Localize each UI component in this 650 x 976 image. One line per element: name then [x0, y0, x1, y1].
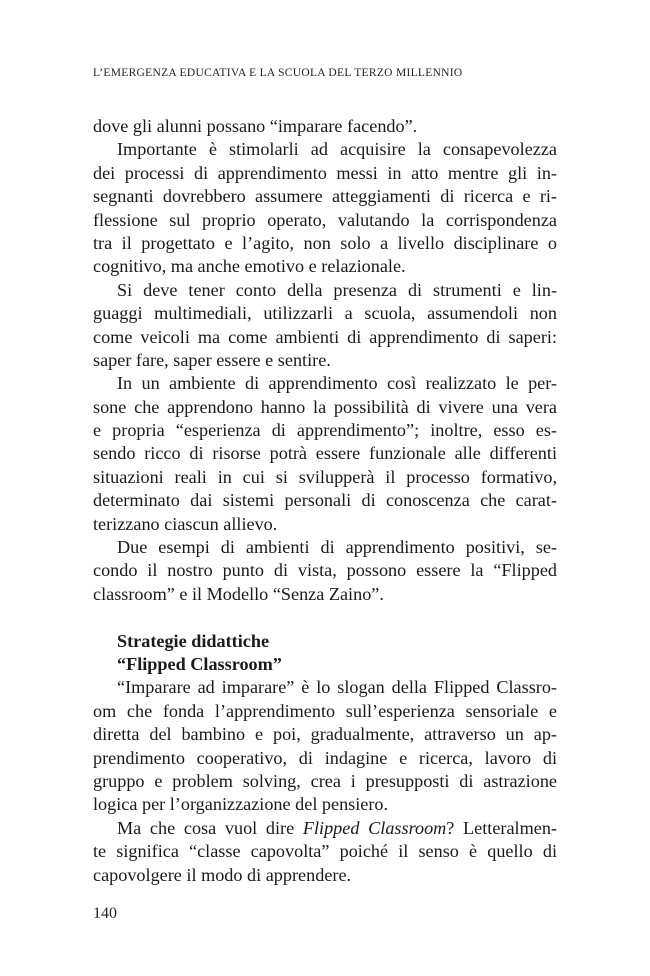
text-line: tra il progettato e l’agito, non solo a livello disciplinare o	[93, 232, 557, 253]
text-line: In un ambiente di apprendimento così realizzato le per-	[117, 373, 557, 394]
text-line: e propria “esperienza di apprendimento”; inoltre, esso es-	[93, 420, 557, 441]
text-line: diretta del bambino e poi, gradualmente, attraverso un ap-	[93, 724, 557, 745]
text-line: segnanti dovrebbero assumere atteggiamenti di ricerca e ri-	[93, 186, 557, 207]
text-line: cognitivo, ma anche emotivo e relazionale.	[93, 256, 406, 277]
text-line: come veicoli ma come ambienti di apprendimento di saperi:	[93, 326, 557, 347]
text-line: Importante è stimolarli ad acquisire la consapevolezza	[117, 139, 557, 160]
text-line: Due esempi di ambienti di apprendimento positivi, se-	[117, 537, 557, 558]
text-line	[93, 817, 557, 840]
text-line: guaggi multimediali, utilizzarli a scuola, assumendoli non	[93, 303, 557, 324]
text-segment: Ma che cosa vuol dire	[117, 817, 303, 838]
italic-term: Flipped Classroom	[302, 817, 447, 838]
text-line: dei processi di apprendimento messi in atto mentre gli in-	[93, 162, 557, 183]
text-line: logica per l’organizzazione del pensiero.	[93, 794, 389, 815]
text-line: capovolgere il modo di apprendere.	[93, 864, 352, 885]
text-line: “Imparare ad imparare” è lo slogan della Flipped Classro-	[117, 677, 557, 698]
text-line: gruppo e problem solving, crea i presupposti di astrazione	[93, 770, 557, 791]
body-text	[93, 115, 557, 887]
running-head: L’EMERGENZA EDUCATIVA E LA SCUOLA DEL TERZO MILLENNIO	[93, 67, 463, 79]
subsection-heading: “Flipped Classroom”	[117, 653, 282, 674]
text-line: te significa “classe capovolta” poiché il senso è quello di	[93, 841, 557, 862]
text-segment: ? Letteralmen-	[446, 817, 557, 838]
text-line: om che fonda l’apprendimento sull’esperienza sensoriale e	[93, 700, 557, 721]
text-line: sone che apprendono hanno la possibilità di vivere una vera	[93, 396, 557, 417]
text-line: terizzano ciascun allievo.	[93, 513, 278, 534]
page-number: 140	[93, 905, 117, 922]
text-line: situazioni reali in cui si svilupperà il processo formativo,	[93, 466, 557, 487]
text-line: saper fare, saper essere e sentire.	[93, 349, 331, 370]
text-line: prendimento cooperativo, di indagine e ricerca, lavoro di	[93, 747, 557, 768]
text-line: condo il nostro punto di vista, possono essere la “Flipped	[93, 560, 557, 581]
section-heading: Strategie didattiche	[117, 630, 270, 651]
blank-line	[93, 606, 557, 629]
text-line: classroom” e il Modello “Senza Zaino”.	[93, 583, 384, 604]
text-line: flessione sul proprio operato, valutando la corrispondenza	[93, 209, 557, 230]
text-line: sendo ricco di risorse potrà essere funzionale alle differenti	[93, 443, 557, 464]
text-line: dove gli alunni possano “imparare facendo”.	[93, 116, 418, 136]
text-line: determinato dai sistemi personali di conoscenza che carat-	[93, 490, 557, 511]
text-line: Si deve tener conto della presenza di strumenti e lin-	[117, 279, 557, 300]
